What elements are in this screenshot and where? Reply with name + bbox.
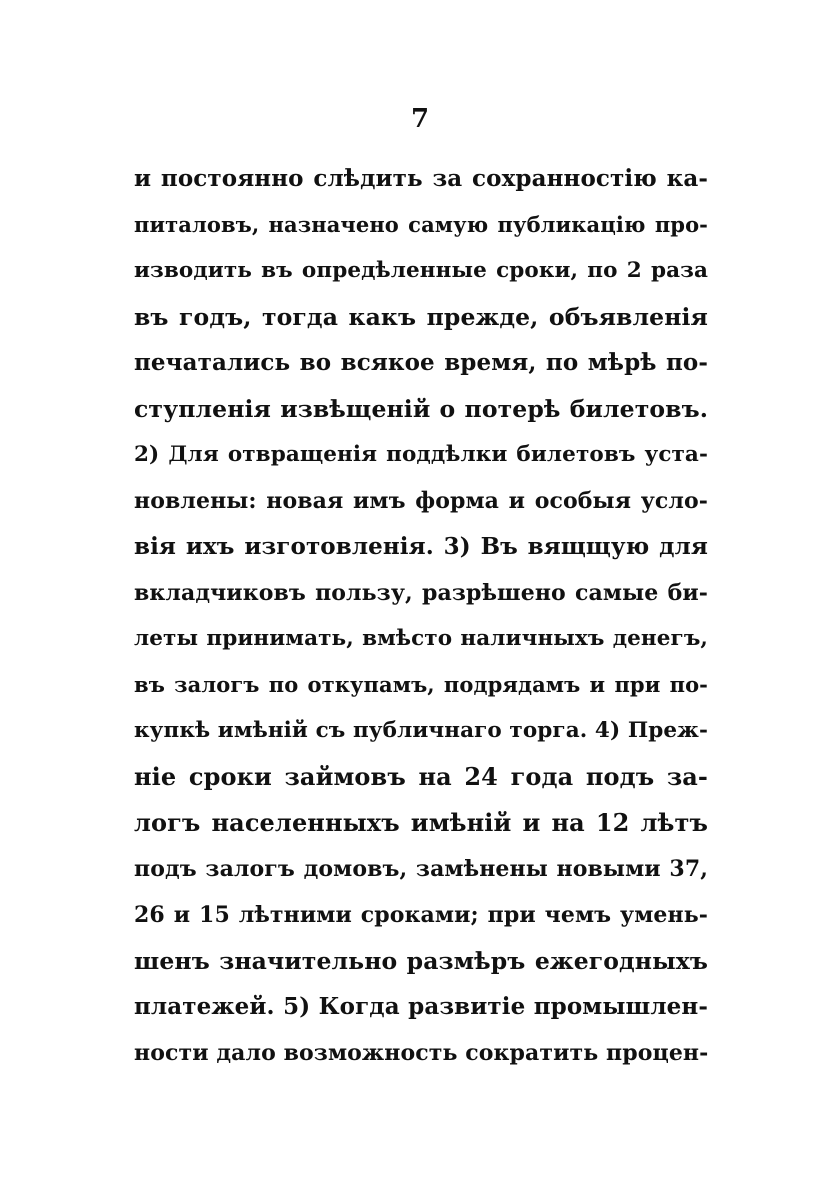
text-line: купкѣ имѣній съ публичнаго торга. 4) Преж- [134, 718, 708, 743]
text-line: шенъ значительно размѣръ ежегодныхъ [134, 947, 708, 975]
text-line: логъ населенныхъ имѣній и на 12 лѣтъ [134, 808, 708, 837]
text-line: вкладчиковъ пользу, разрѣшено самые би- [134, 580, 708, 606]
text-line: ступленія извѣщеній о потерѣ билетовъ. [134, 395, 708, 423]
text-line: печатались во всякое время, по мѣрѣ по- [134, 349, 708, 376]
body-text [134, 156, 708, 1076]
text-line: леты принимать, вмѣсто наличныхъ денегъ, [134, 626, 708, 651]
text-line: ности дало возможность сократить процен- [134, 1040, 709, 1066]
text-line: ніе сроки займовъ на 24 года подъ за- [134, 762, 708, 791]
page-number: 7 [410, 104, 430, 134]
text-line: питаловъ, назначено самую публикацію про- [134, 212, 708, 237]
text-line: 26 и 15 лѣтними сроками; при чемъ умень- [134, 902, 708, 928]
text-line: въ годъ, тогда какъ прежде, объявленія [134, 303, 708, 331]
text-line: подъ залогъ домовъ, замѣнены новыми 37, [134, 856, 708, 882]
text-line: 2) Для отвращенія поддѣлки билетовъ уста- [134, 442, 708, 467]
text-line: и постоянно слѣдить за сохранностію ка- [134, 165, 708, 192]
text-line: новлены: новая имъ форма и особыя усло- [134, 488, 708, 514]
text-line: въ залогъ по откупамъ, подрядамъ и при по- [134, 672, 708, 697]
text-line: вія ихъ изготовленія. 3) Въ вящщую для [134, 533, 708, 560]
text-line: изводить въ опредѣленные сроки, по 2 раза [134, 258, 708, 283]
text-line: платежей. 5) Когда развитіе промышлен- [134, 993, 708, 1020]
